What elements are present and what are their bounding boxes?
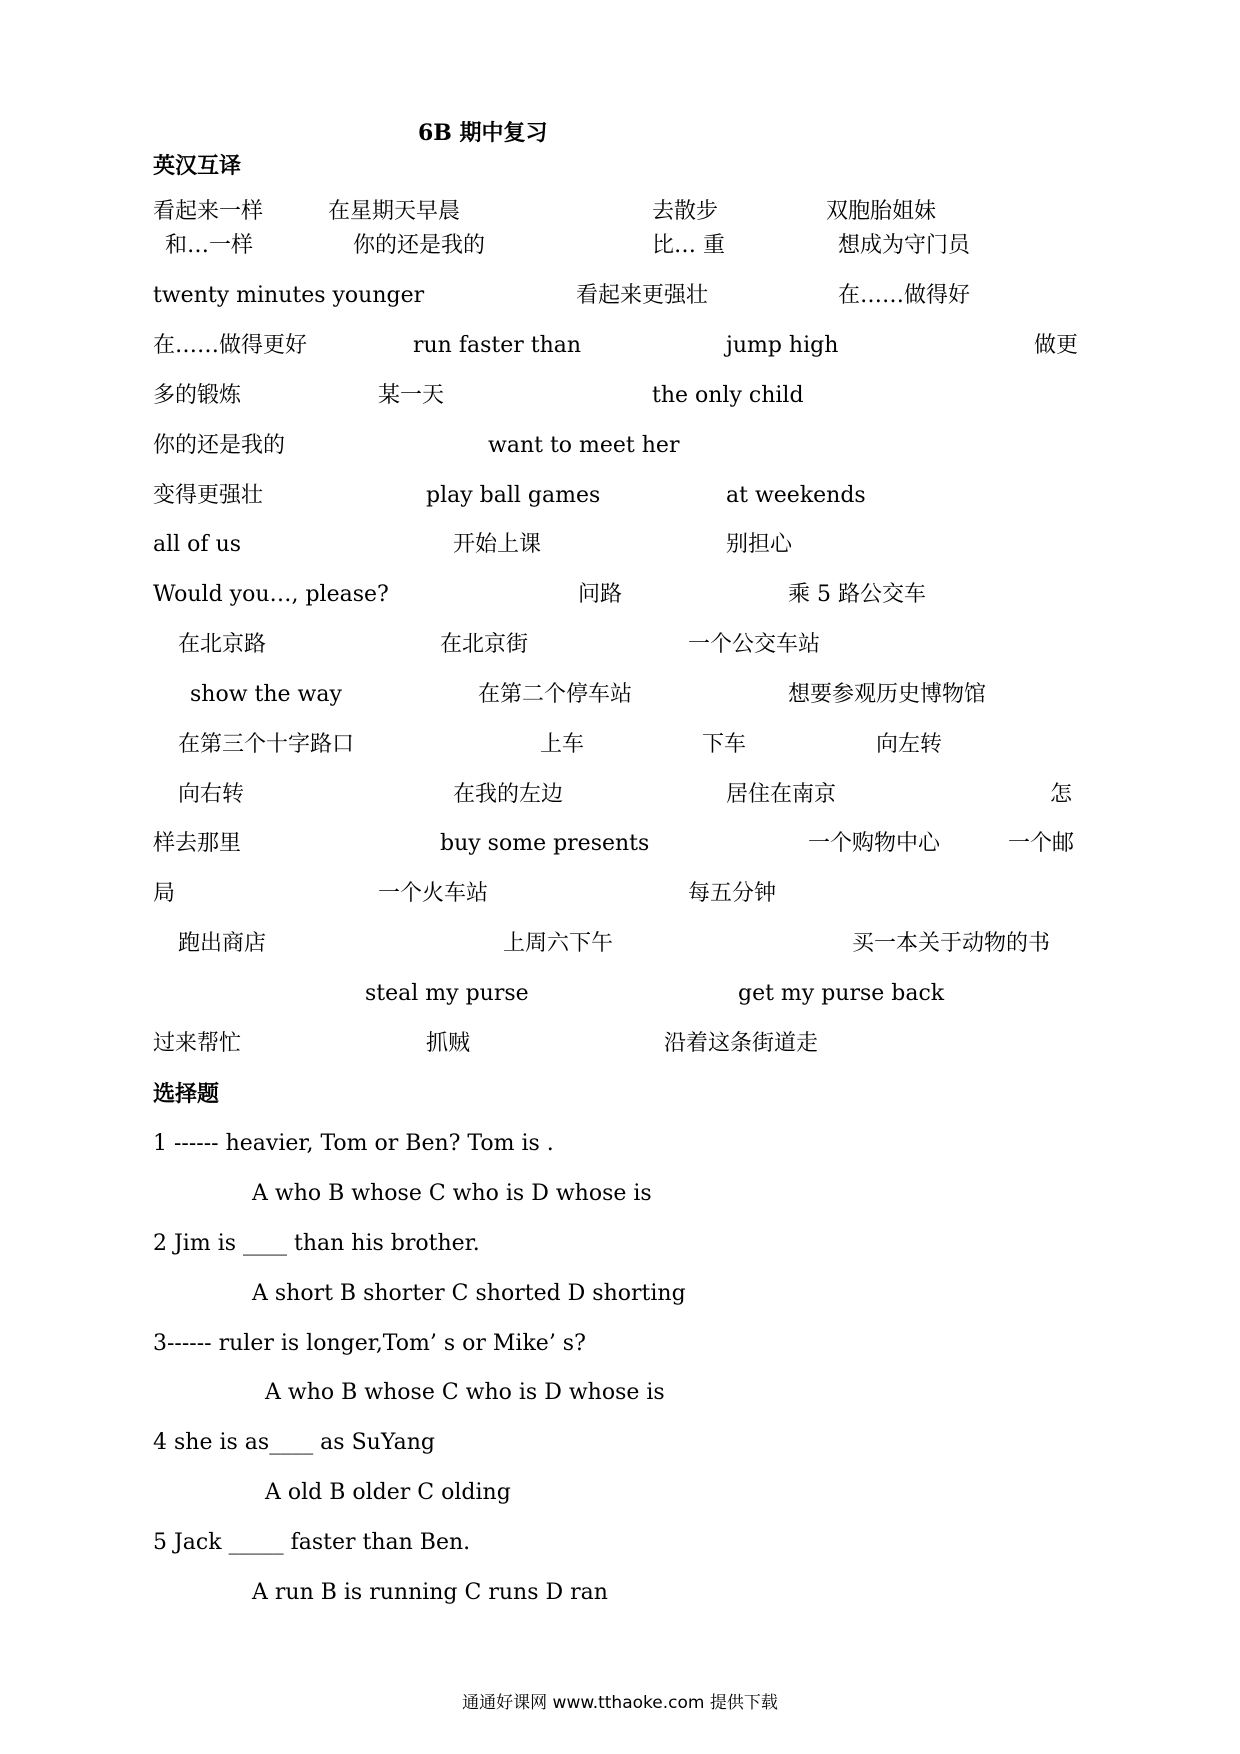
vocab-item: all of us <box>153 532 242 557</box>
question-options: A short B shorter C shorted D shorting <box>252 1281 686 1306</box>
options-line <box>0 1573 1240 1613</box>
question-options: A who B whose C who is D whose is <box>252 1181 652 1206</box>
vocab-item: run faster than <box>413 333 582 358</box>
vocab-item: 过来帮忙 <box>153 1031 242 1056</box>
vocab-item: 和…一样 <box>165 233 254 258</box>
vocab-item: 在第三个十字路口 <box>178 732 355 757</box>
page-title: 6B 期中复习 <box>418 120 548 146</box>
vocab-item: twenty minutes younger <box>153 283 425 308</box>
options-line <box>0 1274 1240 1314</box>
vocab-item: Would you…, please? <box>153 582 389 607</box>
vocab-item: 一个邮 <box>1008 831 1075 856</box>
vocab-item: 买一本关于动物的书 <box>852 931 1051 956</box>
options-line <box>0 1174 1240 1214</box>
vocab-item: 在北京街 <box>440 632 529 657</box>
vocab-item: 别担心 <box>726 532 793 557</box>
vocab-item: 开始上课 <box>453 532 542 557</box>
options-line <box>0 1473 1240 1513</box>
translation-line <box>0 725 1240 765</box>
question-text: 3------ ruler is longer,Tom’ s or Mike’ s? <box>153 1331 586 1356</box>
translation-line <box>0 476 1240 516</box>
vocab-item: 在……做得更好 <box>153 333 308 358</box>
vocab-item: show the way <box>190 682 342 707</box>
vocab-item: the only child <box>652 383 804 408</box>
vocab-item: play ball games <box>426 483 601 508</box>
vocab-item: 一个火车站 <box>378 881 489 906</box>
vocab-item: 向右转 <box>178 782 245 807</box>
vocab-item: 抓贼 <box>426 1031 471 1056</box>
translation-line <box>0 675 1240 715</box>
vocab-item: 你的还是我的 <box>153 433 286 458</box>
vocab-item: jump high <box>726 333 839 358</box>
translation-line <box>0 525 1240 565</box>
vocab-item: 想成为守门员 <box>838 233 971 258</box>
vocab-item: get my purse back <box>738 981 945 1006</box>
vocab-item: 你的还是我的 <box>353 233 486 258</box>
question-text: 1 ------ heavier, Tom or Ben? Tom is . <box>153 1131 554 1156</box>
vocab-item: 在……做得好 <box>838 283 971 308</box>
question-options: A run B is running C runs D ran <box>252 1580 608 1605</box>
vocab-item: 看起来更强壮 <box>576 283 709 308</box>
vocab-item: 向左转 <box>876 732 943 757</box>
translation-line <box>0 974 1240 1014</box>
page-footer: 通通好课网 www.tthaoke.com 提供下载 <box>462 1693 778 1713</box>
question-line <box>0 1423 1240 1463</box>
vocab-item: 问路 <box>578 582 623 607</box>
vocab-item: 在星期天早晨 <box>328 199 461 224</box>
vocab-item: 一个购物中心 <box>808 831 941 856</box>
vocab-item: 样去那里 <box>153 831 242 856</box>
vocab-item: 跑出商店 <box>178 931 267 956</box>
vocab-item: 上车 <box>540 732 585 757</box>
question-line <box>0 1124 1240 1164</box>
vocab-item: 在我的左边 <box>453 782 564 807</box>
question-line <box>0 1523 1240 1563</box>
vocab-item: 某一天 <box>378 383 445 408</box>
vocab-item: 上周六下午 <box>503 931 614 956</box>
question-line <box>0 1224 1240 1264</box>
translation-line <box>0 226 1240 266</box>
translation-line <box>0 376 1240 416</box>
translation-line <box>0 1024 1240 1064</box>
section-heading-translation: 英汉互译 <box>153 153 242 179</box>
vocab-item: 局 <box>153 881 176 906</box>
vocab-item: 在第二个停车站 <box>478 682 633 707</box>
vocab-item: 比… 重 <box>652 233 725 258</box>
vocab-item: 去散步 <box>652 199 719 224</box>
question-text: 5 Jack _____ faster than Ben. <box>153 1530 471 1555</box>
question-options: A old B older C olding <box>265 1480 511 1505</box>
translation-line <box>0 874 1240 914</box>
vocab-item: 做更 <box>1034 333 1079 358</box>
translation-line <box>0 426 1240 466</box>
vocab-item: 怎 <box>1050 782 1073 807</box>
vocab-item: at weekends <box>726 483 866 508</box>
question-text: 2 Jim is ____ than his brother. <box>153 1231 480 1256</box>
translation-line <box>0 775 1240 815</box>
section-heading-choice: 选择题 <box>153 1081 220 1107</box>
vocab-item: 沿着这条街道走 <box>664 1031 819 1056</box>
translation-line <box>0 924 1240 964</box>
vocab-item: 看起来一样 <box>153 199 264 224</box>
vocab-item: 一个公交车站 <box>688 632 821 657</box>
vocab-item: 想要参观历史博物馆 <box>788 682 987 707</box>
vocab-item: 乘 5 路公交车 <box>788 582 926 607</box>
translation-line <box>0 326 1240 366</box>
vocab-item: want to meet her <box>488 433 680 458</box>
options-line <box>0 1373 1240 1413</box>
vocab-item: 多的锻炼 <box>153 383 242 408</box>
vocab-item: 每五分钟 <box>688 881 777 906</box>
vocab-item: 在北京路 <box>178 632 267 657</box>
translation-line <box>0 824 1240 864</box>
question-text: 4 she is as____ as SuYang <box>153 1430 436 1455</box>
question-options: A who B whose C who is D whose is <box>265 1380 665 1405</box>
question-line <box>0 1324 1240 1364</box>
vocab-item: 下车 <box>702 732 747 757</box>
translation-line <box>0 625 1240 665</box>
vocab-item: steal my purse <box>365 981 529 1006</box>
vocab-item: 居住在南京 <box>726 782 837 807</box>
translation-line <box>0 575 1240 615</box>
vocab-item: buy some presents <box>440 831 650 856</box>
vocab-item: 变得更强壮 <box>153 483 264 508</box>
vocab-item: 双胞胎姐妹 <box>826 199 937 224</box>
translation-line <box>0 276 1240 316</box>
